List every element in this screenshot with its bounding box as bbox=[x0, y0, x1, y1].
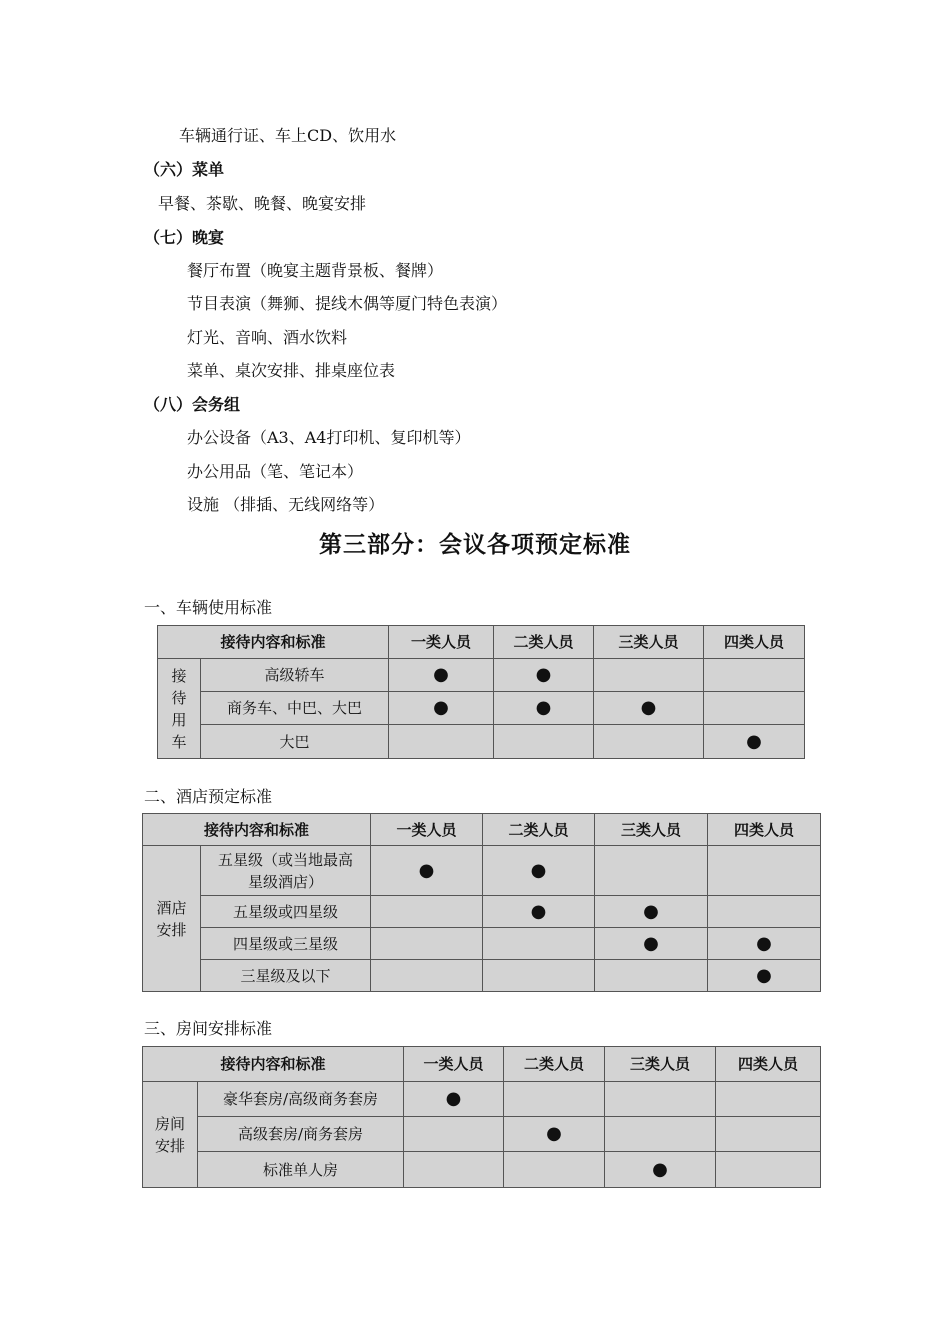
hotel-standard-table bbox=[142, 813, 821, 992]
cell-empty bbox=[708, 896, 821, 928]
table-header-row bbox=[143, 1047, 821, 1082]
cell-empty bbox=[504, 1152, 605, 1188]
group-label-line: 安排 bbox=[156, 920, 187, 939]
cell-marked bbox=[595, 896, 708, 928]
header-class-1: 一类人员 bbox=[371, 814, 483, 846]
cell-empty bbox=[371, 928, 483, 960]
header-class-3: 三类人员 bbox=[594, 626, 704, 659]
cell-empty bbox=[716, 1082, 821, 1117]
group-char: 待 bbox=[171, 688, 187, 707]
header-class-1: 一类人员 bbox=[404, 1047, 504, 1082]
row-label bbox=[201, 846, 371, 896]
cell-marked bbox=[708, 928, 821, 960]
list-line-office-supplies: 办公用品（笔、笔记本） bbox=[187, 462, 364, 481]
row-label: 五星级或四星级 bbox=[201, 896, 371, 928]
table-row bbox=[158, 692, 805, 725]
bullet-dot-icon: ● bbox=[530, 900, 547, 922]
section-heading-banquet: （七）晚宴 bbox=[144, 228, 225, 247]
cell-empty bbox=[389, 725, 494, 759]
group-label-room-arrangement bbox=[143, 1082, 198, 1188]
bullet-dot-icon: ● bbox=[535, 664, 552, 685]
group-label-reception-vehicle bbox=[158, 659, 201, 759]
list-line-meals: 早餐、茶歇、晚餐、晚宴安排 bbox=[158, 194, 367, 213]
header-class-2: 二类人员 bbox=[483, 814, 595, 846]
hotel-table-heading: 二、酒店预定标准 bbox=[144, 787, 273, 806]
cell-empty bbox=[504, 1082, 605, 1117]
cell-empty bbox=[716, 1117, 821, 1152]
cell-empty bbox=[371, 896, 483, 928]
part-title: 第三部分：会议各项预定标准 bbox=[319, 532, 631, 558]
bullet-dot-icon: ● bbox=[756, 964, 772, 986]
bullet-dot-icon: ● bbox=[652, 1158, 668, 1180]
list-line-restaurant-layout: 餐厅布置（晚宴主题背景板、餐牌） bbox=[187, 261, 444, 280]
header-content-standard: 接待内容和标准 bbox=[143, 814, 371, 846]
cell-marked bbox=[504, 1117, 605, 1152]
group-label-line: 酒店 bbox=[156, 898, 187, 917]
cell-marked bbox=[494, 659, 594, 692]
cell-marked bbox=[483, 896, 595, 928]
section-heading-menu: （六）菜单 bbox=[144, 160, 225, 179]
room-standard-table bbox=[142, 1046, 821, 1188]
cell-empty bbox=[371, 960, 483, 992]
cell-empty bbox=[404, 1152, 504, 1188]
list-line-seating: 菜单、桌次安排、排桌座位表 bbox=[187, 361, 396, 380]
table-row bbox=[143, 846, 821, 896]
cell-empty bbox=[704, 692, 805, 725]
bullet-dot-icon: ● bbox=[530, 859, 547, 881]
table-row bbox=[143, 1117, 821, 1152]
list-line-lighting: 灯光、音响、酒水饮料 bbox=[187, 328, 348, 347]
cell-marked bbox=[704, 725, 805, 759]
table-row bbox=[143, 928, 821, 960]
cell-marked bbox=[605, 1152, 716, 1188]
section-heading-conference-team: （八）会务组 bbox=[144, 395, 241, 414]
bullet-dot-icon: ● bbox=[643, 900, 659, 922]
row-label: 标准单人房 bbox=[198, 1152, 404, 1188]
row-label: 四星级或三星级 bbox=[201, 928, 371, 960]
cell-empty bbox=[716, 1152, 821, 1188]
header-content-standard: 接待内容和标准 bbox=[158, 626, 389, 659]
table-header-row bbox=[158, 626, 805, 659]
table-row bbox=[143, 1152, 821, 1188]
cell-empty bbox=[595, 960, 708, 992]
cell-empty bbox=[595, 846, 708, 896]
cell-marked bbox=[595, 928, 708, 960]
list-line-vehicle-items: 车辆通行证、车上CD、饮用水 bbox=[179, 126, 397, 145]
vehicle-table-heading: 一、车辆使用标准 bbox=[144, 598, 273, 617]
header-content-standard: 接待内容和标准 bbox=[143, 1047, 404, 1082]
header-class-2: 二类人员 bbox=[494, 626, 594, 659]
cell-marked bbox=[371, 846, 483, 896]
cell-marked bbox=[483, 846, 595, 896]
row-label: 三星级及以下 bbox=[201, 960, 371, 992]
cell-marked bbox=[594, 692, 704, 725]
header-class-3: 三类人员 bbox=[605, 1047, 716, 1082]
header-class-2: 二类人员 bbox=[504, 1047, 605, 1082]
cell-empty bbox=[605, 1117, 716, 1152]
group-char: 车 bbox=[171, 732, 187, 751]
group-char: 用 bbox=[171, 710, 187, 729]
bullet-dot-icon: ● bbox=[433, 697, 449, 718]
bullet-dot-icon: ● bbox=[433, 664, 449, 685]
cell-empty bbox=[605, 1082, 716, 1117]
row-label: 豪华套房/高级商务套房 bbox=[198, 1082, 404, 1117]
cell-marked bbox=[708, 960, 821, 992]
header-class-1: 一类人员 bbox=[389, 626, 494, 659]
cell-marked bbox=[389, 692, 494, 725]
cell-empty bbox=[594, 725, 704, 759]
cell-empty bbox=[483, 960, 595, 992]
list-line-facilities: 设施 （排插、无线网络等） bbox=[187, 495, 385, 514]
table-row bbox=[143, 896, 821, 928]
bullet-dot-icon: ● bbox=[445, 1088, 462, 1109]
row-label: 高级轿车 bbox=[201, 659, 389, 692]
cell-marked bbox=[404, 1082, 504, 1117]
row-label-line: 星级酒店） bbox=[248, 872, 324, 891]
table-row bbox=[158, 659, 805, 692]
row-label: 商务车、中巴、大巴 bbox=[201, 692, 389, 725]
cell-marked bbox=[389, 659, 494, 692]
bullet-dot-icon: ● bbox=[643, 932, 659, 954]
header-class-4: 四类人员 bbox=[704, 626, 805, 659]
table-header-row bbox=[143, 814, 821, 846]
header-class-4: 四类人员 bbox=[716, 1047, 821, 1082]
group-label-line: 房间 bbox=[154, 1114, 185, 1133]
row-label: 大巴 bbox=[201, 725, 389, 759]
list-line-performance: 节目表演（舞狮、提线木偶等厦门特色表演） bbox=[187, 294, 508, 313]
cell-empty bbox=[708, 846, 821, 896]
group-label-hotel-arrangement bbox=[143, 846, 201, 992]
room-table-heading: 三、房间安排标准 bbox=[144, 1019, 273, 1038]
cell-empty bbox=[404, 1117, 504, 1152]
cell-marked bbox=[494, 692, 594, 725]
group-char: 接 bbox=[171, 666, 187, 685]
group-label-line: 安排 bbox=[154, 1136, 185, 1155]
bullet-dot-icon: ● bbox=[418, 859, 435, 881]
table-row bbox=[158, 725, 805, 759]
cell-empty bbox=[483, 928, 595, 960]
list-line-office-equipment: 办公设备（A3、A4打印机、复印机等） bbox=[187, 428, 471, 447]
bullet-dot-icon: ● bbox=[546, 1123, 562, 1144]
bullet-dot-icon: ● bbox=[535, 697, 552, 718]
bullet-dot-icon: ● bbox=[640, 697, 657, 718]
header-class-4: 四类人员 bbox=[708, 814, 821, 846]
table-row bbox=[143, 960, 821, 992]
table-row bbox=[143, 1082, 821, 1117]
bullet-dot-icon: ● bbox=[746, 730, 762, 752]
row-label: 高级套房/商务套房 bbox=[198, 1117, 404, 1152]
cell-empty bbox=[594, 659, 704, 692]
header-class-3: 三类人员 bbox=[595, 814, 708, 846]
row-label-line: 五星级（或当地最高 bbox=[218, 850, 354, 869]
cell-empty bbox=[494, 725, 594, 759]
vehicle-standard-table bbox=[157, 625, 805, 759]
cell-empty bbox=[704, 659, 805, 692]
bullet-dot-icon: ● bbox=[756, 932, 772, 954]
